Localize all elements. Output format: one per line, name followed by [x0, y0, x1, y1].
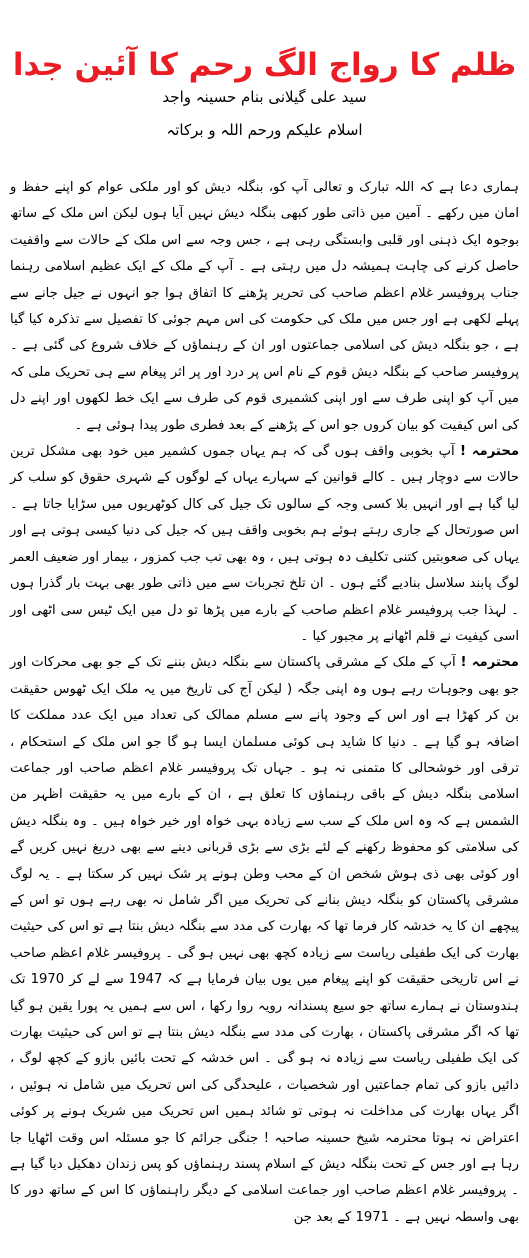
article-salutation: اسلام علیکم ورحم اللہ و برکاتہ — [166, 121, 363, 139]
paragraph — [10, 175, 519, 439]
paragraph — [10, 650, 519, 1231]
paragraph-text: آپ کے ملک کے مشرقی پاکستان سے بنگلہ دیش بننے تک کے جو بھی محرکات اور جو بھی وجوہات رہے ہوں وہ اپنی جگہ ( لیکن آج کی تاریخ میں یہ ملک ایک ٹھوس حقیقت بن کر کھڑا ہے اور اس کے وجود پانے سے مسلم ممالک کی تعداد میں ایک عدد مملکت کا اضافہ ہو گیا ہے ۔ دنیا کا شاید ہی کوئی مسلمان ایسا ہو گا جو اس ملک کے استحکام ، ترقی اور خوشحالی کا متمنی نہ ہو ۔ جہاں تک پروفیسر غلام اعظم صاحب اور جماعت اسلامی بنگلہ دیش کے باقی رہنماؤں کا تعلق ہے ، ان کے بارے میں یہ حقیقت اظہر من الشمس ہے کہ وہ اس ملک کے سب سے زیادہ بہی خواہ اور خیر خواہ ہیں ۔ وہ بنگلہ دیش کی سلامتی کو محفوظ رکھنے کے لئے بڑی سے بڑی قربانی دینے سے بھی دریغ نہیں کریں گے اور کوئی بھی ذی ہوش شخص ان کے محب وطن ہونے پر شک نہیں کر سکتا ہے ۔ یہ لوگ مشرقی پاکستان کو بنگلہ دیش بنانے کی تحریک میں اگر شامل نہ بھی رہے ہوں تو اس کے پیچھے ان کا یہ خدشہ کار فرما تھا کہ بھارت کی مدد سے بنگلہ دیش بنتا ہے تو اس کی حیثیت بھارت کی ایک طفیلی ریاست سے زیادہ کچھ بھی نہیں ہو گی ۔ پروفیسر غلام اعظم صاحب نے اس تاریخی حقیقت کو اپنے پیغام میں یوں بیان فرمایا ہے کہ 1947 سے لے کر 1970 تک ہندوستان نے ہمارے ساتھ جو سیع پسندانہ رویہ روا رکھا ، اس سے ہمیں یہ پورا یقین ہو گیا تھا کہ اگر مشرقی پاکستان ، بھارت کی مدد سے بنگلہ دیش بنتا ہے تو اس کی حیثیت بھارت کی ایک طفیلی ریاست سے زیادہ نہ ہو گی ۔ اس خدشہ کے تحت بائیں بازو کے کچھ لوگ ، دائیں بازو کی تمام جماعتیں اور شخصیات ، علیحدگی کی اس تحریک میں شامل نہ ہوئیں ، اگر یہاں بھارت کی مداخلت نہ ہوتی تو شائد ہمیں اس تحریک میں شریک ہونے پر کوئی اعتراض نہ ہوتا محترمہ شیخ حسینہ صاحبہ ! جنگی جرائم کا جو مسئلہ اس وقت اٹھایا جا رہا ہے اور جس کے تحت بنگلہ دیش کے اسلام پسند رہنماؤں کو پس زندان دھکیل دیا گیا ہے ۔ پروفیسر غلام اعظم صاحب اور جماعت اسلامی کے دیگر راہنماؤں کا اس کے ساتھ دور کا بھی واسطہ نہیں ہے ۔ 1971 کے بعد جن — [10, 655, 519, 1225]
article-body — [10, 175, 519, 1231]
article-byline: سید علی گیلانی بنام حسینہ واجد — [162, 88, 367, 106]
paragraph-text: ہماری دعا ہے کہ اللہ تبارک و تعالی آپ کو، بنگلہ دیش کو اور ملکی عوام کو اپنے حفظ و امان میں رکھے ۔ آمین میں ذاتی طور کبھی بنگلہ دیش نہیں آیا ہوں لیکن اس ملک کے ساتھ بوجوہ ایک ذہنی اور قلبی وابستگی رہی ہے ، جس وجہ سے اس ملک کے حالات سے واقفیت حاصل کرنے کی چاہت ہمیشہ دل میں رہتی ہے ۔ آپ کے ملک کے ایک عظیم اسلامی رہنما جناب پروفیسر غلام اعظم صاحب کی تحریر پڑھنے کا اتفاق ہوا جو انہوں نے جیل جانے سے پہلے لکھی ہے اور جس میں ملک کی حکومت کی اس مہم جوئی کا تفصیل سے تذکرہ کیا گیا ہے ، جو بنگلہ دیش کی اسلامی جماعتوں اور ان کے رہنماؤں کے خلاف شروع کی گئی ہے ۔ پروفیسر صاحب کے بنگلہ دیش قوم کے نام اس پر درد اور پر اثر پیغام سے ہی تحریک ملی کہ میں آپ کو اپنی طرف سے اور اپنی کشمیری قوم کی طرف سے ایک خط لکھوں اور اپنے دل کی اس کیفیت کو بیان کروں جو اس کے پڑھنے کے بعد فطری طور پیدا ہوئی ہے ۔ — [10, 180, 519, 433]
article-title: ظلم کا رواج الگ رحم کا آئین جدا — [12, 46, 517, 83]
paragraph-lead: محترمہ ! — [460, 444, 519, 460]
paragraph-text: آپ بخوبی واقف ہوں گی کہ ہم یہاں جموں کشمیر میں خود بھی مشکل ترین حالات سے دوچار ہیں ۔ کالے قوانین کے سہارے یہاں کے لوگوں کے شہری حقوق کو سلب کر لیا گیا ہے اور انہیں بلا کسی وجہ کے سالوں تک جیل کی کال کوٹھریوں میں سڑایا جاتا ہے ۔ اس صورتحال کے جاری رہتے ہوئے ہم بخوبی واقف ہیں کہ جیل کی دنیا کیسی ہوتی ہے اور یہاں کی صعوبتیں کتنی تکلیف دہ ہوتی ہیں ، وہ بھی تب جب کمزور ، بیمار اور ضعیف العمر لوگ پابند سلاسل بنادیے گئے ہوں ۔ ان تلخ تجربات سے میں ذاتی طور بھی بہت بار گذرا ہوں ۔ لہذا جب پروفیسر غلام اعظم صاحب کے بارے میں پڑھا تو دل میں ایک ٹیس سی اٹھی اور اسی کیفیت نے قلم اٹھانے پر مجبور کیا ۔ — [10, 444, 519, 644]
paragraph — [10, 439, 519, 650]
paragraph-lead: محترمہ ! — [460, 655, 519, 671]
